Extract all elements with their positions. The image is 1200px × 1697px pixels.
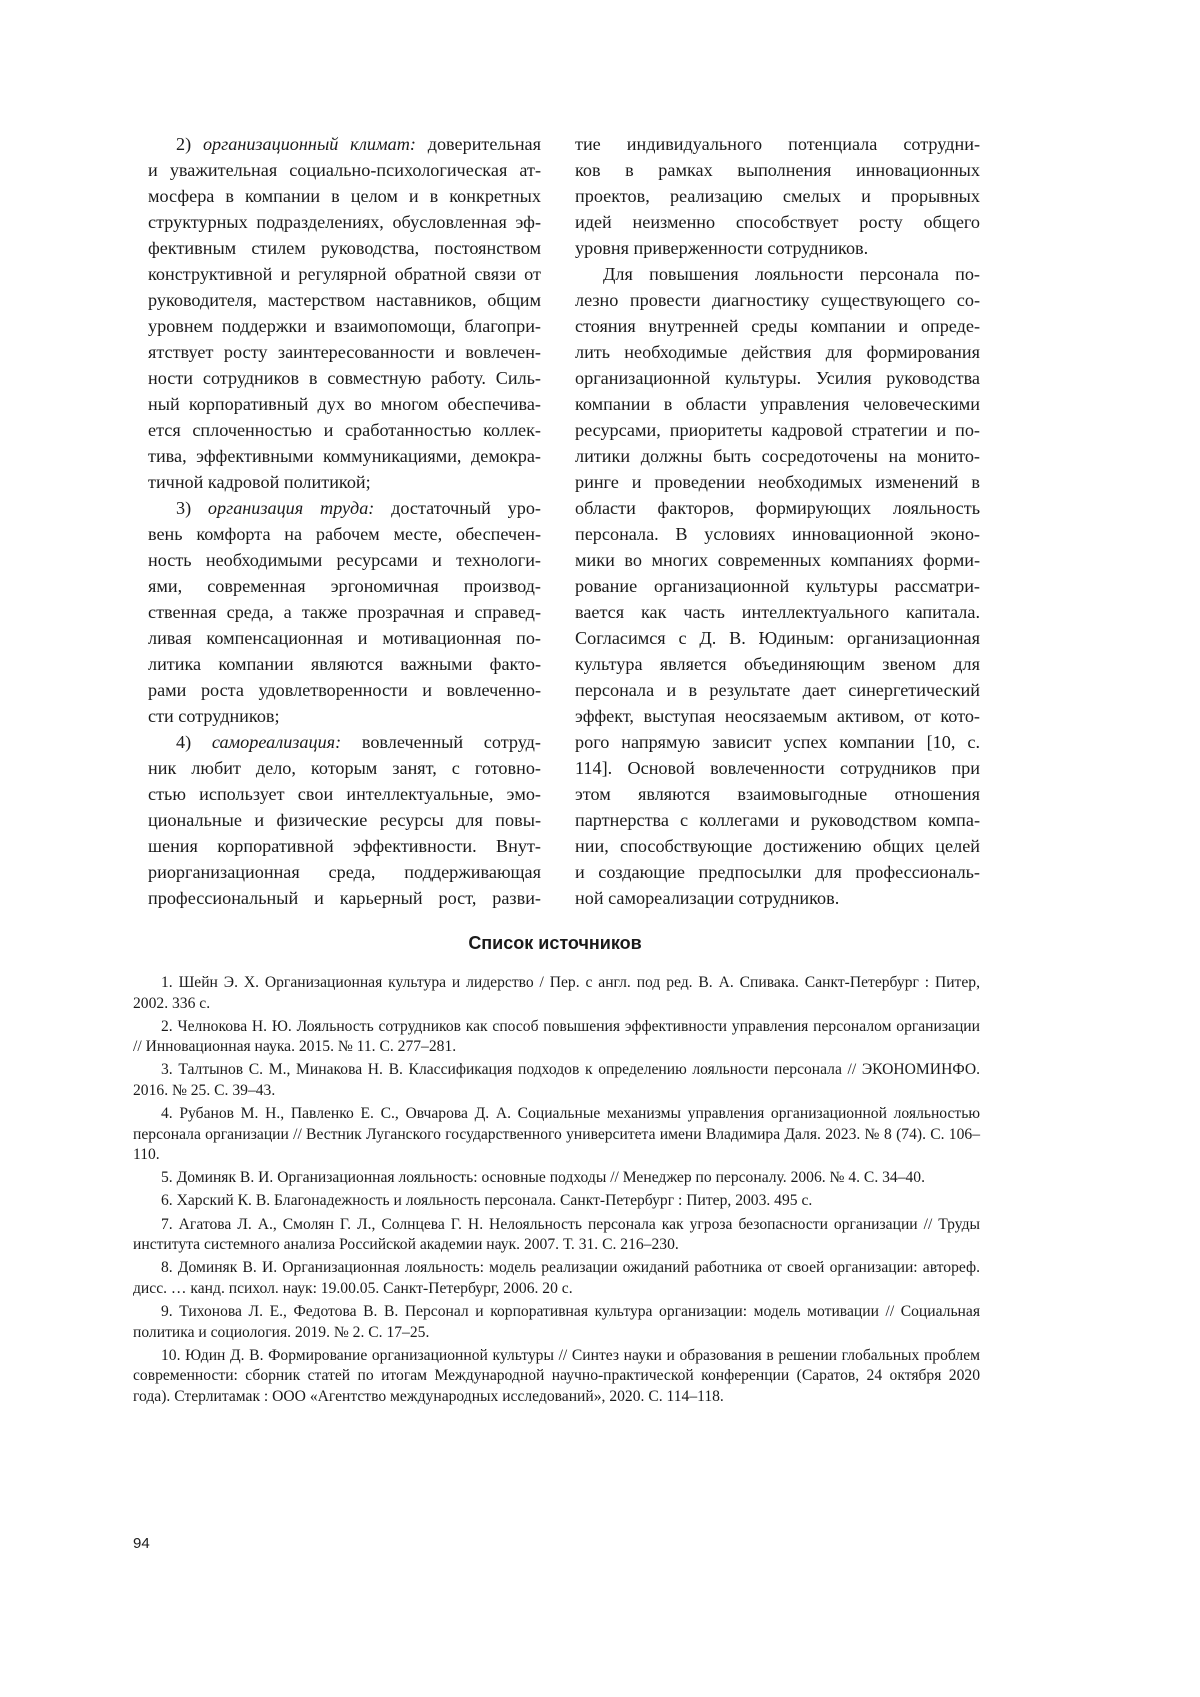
text-line [148, 287, 541, 313]
text-line [148, 651, 541, 677]
text-line [148, 235, 541, 261]
text-line [575, 157, 980, 183]
text-segment: 114]. Основой вовлеченности сотрудников при [575, 758, 980, 778]
text-line [148, 495, 541, 521]
text-segment: ринге и проведении необходимых изменений в [575, 472, 980, 492]
text-segment: сти сотрудников; [148, 706, 280, 726]
text-line [575, 833, 980, 859]
text-segment: лить необходимые действия для формирования [575, 342, 980, 362]
text-segment: ность необходимыми ресурсами и технологи- [148, 550, 541, 570]
text-segment: литика компании являются важными факто- [148, 654, 541, 674]
text-segment: ник любит дело, которым занят, с готовно- [148, 758, 541, 778]
text-line [148, 417, 541, 443]
body-column-right [575, 131, 980, 911]
text-segment: этом являются взаимовыгодные отношения [575, 784, 980, 804]
text-line [575, 417, 980, 443]
text-line [148, 365, 541, 391]
reference-item: 1. Шейн Э. Х. Организационная культура и лидерство / Пер. с англ. под ред. В. А. Спивака. Санкт-Петербург : Питер, 2002. 336 с. [133, 973, 980, 1014]
text-line [575, 365, 980, 391]
text-segment: ресурсами, приоритеты кадровой стратегии и по- [575, 420, 980, 440]
text-segment: эффект, выступая неосязаемым активом, от кото- [575, 706, 980, 726]
text-line [148, 781, 541, 807]
reference-item: 4. Рубанов М. Н., Павленко Е. С., Овчарова Д. А. Социальные механизмы управления организационной лояльностью персонала организации // Вестник Луганского государственного университета имени Владимира Даля. 2023. № 8 (74). С. 106–110. [133, 1104, 980, 1166]
text-line [575, 183, 980, 209]
text-segment: организационной культуры. Усилия руководства [575, 368, 980, 388]
text-segment: руководителя, мастерством наставников, общим [148, 290, 541, 310]
text-line [575, 677, 980, 703]
text-line [575, 495, 980, 521]
text-line [575, 209, 980, 235]
text-line [148, 625, 541, 651]
text-segment: Для повышения лояльности персонала по- [603, 264, 980, 284]
text-segment: ственная среда, а также прозрачная и справед- [148, 602, 541, 622]
text-line [148, 885, 541, 911]
text-line [148, 209, 541, 235]
text-line [575, 547, 980, 573]
reference-item: 9. Тихонова Л. Е., Федотова В. В. Персонал и корпоративная культура организации: модель мотивации // Социальная политика и социология. 2019. № 2. С. 17–25. [133, 1302, 980, 1343]
text-line [575, 469, 980, 495]
text-line [575, 755, 980, 781]
italic-term: организация труда: [208, 498, 374, 518]
text-line [148, 859, 541, 885]
references-list [133, 973, 980, 1410]
text-line [575, 781, 980, 807]
text-line [148, 599, 541, 625]
text-line [148, 729, 541, 755]
text-segment: партнерства с коллегами и руководством компа- [575, 810, 980, 830]
text-segment: достаточный уро- [374, 498, 541, 518]
text-segment: 4) [176, 732, 212, 752]
text-line [575, 807, 980, 833]
text-segment: тива, эффективными коммуникациями, демокра- [148, 446, 541, 466]
reference-item: 3. Талтынов С. М., Минакова Н. В. Классификация подходов к определению лояльности персонала // ЭКОНОМИНФО. 2016. № 25. С. 39–43. [133, 1060, 980, 1101]
text-segment: 2) [176, 134, 203, 154]
text-line [148, 547, 541, 573]
text-segment: риорганизационная среда, поддерживающая [148, 862, 541, 882]
text-line [148, 833, 541, 859]
text-line [148, 443, 541, 469]
reference-item: 8. Доминяк В. И. Организационная лояльность: модель реализации ожиданий работника от своей организации: автореф. дисс. … канд. психол. наук: 19.00.05. Санкт-Петербург, 2006. 20 с. [133, 1258, 980, 1299]
text-segment: тичной кадровой политикой; [148, 472, 371, 492]
text-segment: ков в рамках выполнения инновационных [575, 160, 980, 180]
text-segment: стью использует свои интеллектуальные, эмо- [148, 784, 541, 804]
text-segment: уровня приверженности сотрудников. [575, 238, 868, 258]
text-segment: и уважительная социально-психологическая ат- [148, 160, 541, 180]
text-line [148, 339, 541, 365]
text-segment: рами роста удовлетворенности и вовлеченно- [148, 680, 541, 700]
text-segment: персонала и в результате дает синергетический [575, 680, 980, 700]
reference-item: 7. Агатова Л. А., Смолян Г. Л., Солнцева Г. Н. Нелояльность персонала как угроза безопасности организации // Труды института системного анализа Российской академии наук. 2007. Т. 31. С. 216–230. [133, 1215, 980, 1256]
text-segment: рование организационной культуры рассматри- [575, 576, 980, 596]
text-line [575, 885, 980, 911]
text-segment: лезно провести диагностику существующего со- [575, 290, 980, 310]
text-line [575, 287, 980, 313]
body-column-left [148, 131, 541, 911]
text-line [148, 755, 541, 781]
text-segment: области факторов, формирующих лояльность [575, 498, 980, 518]
text-line [575, 131, 980, 157]
text-line [575, 651, 980, 677]
text-line [575, 703, 980, 729]
text-line [575, 313, 980, 339]
text-line [148, 573, 541, 599]
text-segment: Согласимся с Д. В. Юдиным: организационная [575, 628, 980, 648]
text-segment: конструктивной и регулярной обратной связи от [148, 264, 541, 284]
reference-item: 2. Челнокова Н. Ю. Лояльность сотрудников как способ повышения эффективности управления персоналом организации // Инновационная наука. 2015. № 11. С. 277–281. [133, 1017, 980, 1058]
text-line [148, 313, 541, 339]
text-segment: нии, способствующие достижению общих целей [575, 836, 980, 856]
text-segment: культура является объединяющим звеном для [575, 654, 980, 674]
text-line [575, 625, 980, 651]
text-line [148, 677, 541, 703]
italic-term: организационный климат: [203, 134, 416, 154]
text-line [575, 235, 980, 261]
text-line [575, 521, 980, 547]
text-line [148, 131, 541, 157]
text-line [148, 391, 541, 417]
text-segment: тие индивидуального потенциала сотрудни- [575, 134, 980, 154]
text-line [575, 391, 980, 417]
text-line [148, 469, 541, 495]
text-segment: профессиональный и карьерный рост, разви- [148, 888, 541, 908]
text-segment: доверительная [416, 134, 541, 154]
text-segment: ется сплоченностью и сработанностью коллек- [148, 420, 541, 440]
text-segment: 3) [176, 498, 208, 518]
text-segment: и создающие предпосылки для профессиональ- [575, 862, 980, 882]
text-segment: идей неизменно способствует росту общего [575, 212, 980, 232]
text-segment: персонала. В условиях инновационной эконо- [575, 524, 980, 544]
text-line [575, 339, 980, 365]
reference-item: 5. Доминяк В. И. Организационная лояльность: основные подходы // Менеджер по персоналу. 2006. № 4. С. 34–40. [133, 1168, 980, 1189]
text-segment: стояния внутренней среды компании и опреде- [575, 316, 980, 336]
reference-item: 10. Юдин Д. В. Формирование организационной культуры // Синтез науки и образования в решении глобальных проблем современности: сборник статей по итогам Международной научно-практической конференции (Саратов, 24 октября 2020 года). Стерлитамак : ООО «Агентство международных исследований», 2020. С. 114–118. [133, 1346, 980, 1408]
text-line [148, 807, 541, 833]
text-line [575, 261, 980, 287]
text-segment: рого напрямую зависит успех компании [10, с. [575, 732, 980, 752]
text-segment: мики во многих современных компаниях форми- [575, 550, 980, 570]
text-line [148, 183, 541, 209]
text-line [575, 859, 980, 885]
text-segment: вень комфорта на рабочем месте, обеспечен- [148, 524, 541, 544]
text-segment: фективным стилем руководства, постоянством [148, 238, 541, 258]
text-segment: ятствует росту заинтересованности и вовлечен- [148, 342, 541, 362]
text-line [148, 261, 541, 287]
text-line [575, 599, 980, 625]
text-line [148, 521, 541, 547]
text-segment: шения корпоративной эффективности. Внут- [148, 836, 541, 856]
reference-item: 6. Харский К. В. Благонадежность и лояльность персонала. Санкт-Петербург : Питер, 2003. 495 с. [133, 1191, 980, 1212]
text-segment: ями, современная эргономичная производ- [148, 576, 541, 596]
text-segment: циональные и физические ресурсы для повы- [148, 810, 541, 830]
references-heading: Список источников [0, 933, 1110, 954]
text-segment: компании в области управления человеческими [575, 394, 980, 414]
text-segment: ный корпоративный дух во многом обеспечива- [148, 394, 541, 414]
text-segment: проектов, реализацию смелых и прорывных [575, 186, 980, 206]
text-segment: уровнем поддержки и взаимопомощи, благопри- [148, 316, 541, 336]
text-line [575, 729, 980, 755]
text-line [148, 703, 541, 729]
text-segment: мосфера в компании в целом и в конкретных [148, 186, 541, 206]
text-segment: вовлеченный сотруд- [341, 732, 541, 752]
italic-term: самореализация: [212, 732, 341, 752]
text-segment: литики должны быть сосредоточены на монито- [575, 446, 980, 466]
text-segment: ности сотрудников в совместную работу. Силь- [148, 368, 541, 388]
text-segment: структурных подразделениях, обусловленная эф- [148, 212, 541, 232]
text-line [575, 443, 980, 469]
page-number: 94 [133, 1535, 150, 1552]
text-line [575, 573, 980, 599]
text-segment: ливая компенсационная и мотивационная по- [148, 628, 541, 648]
text-segment: вается как часть интеллектуального капитала. [575, 602, 980, 622]
text-segment: ной самореализации сотрудников. [575, 888, 839, 908]
text-line [148, 157, 541, 183]
